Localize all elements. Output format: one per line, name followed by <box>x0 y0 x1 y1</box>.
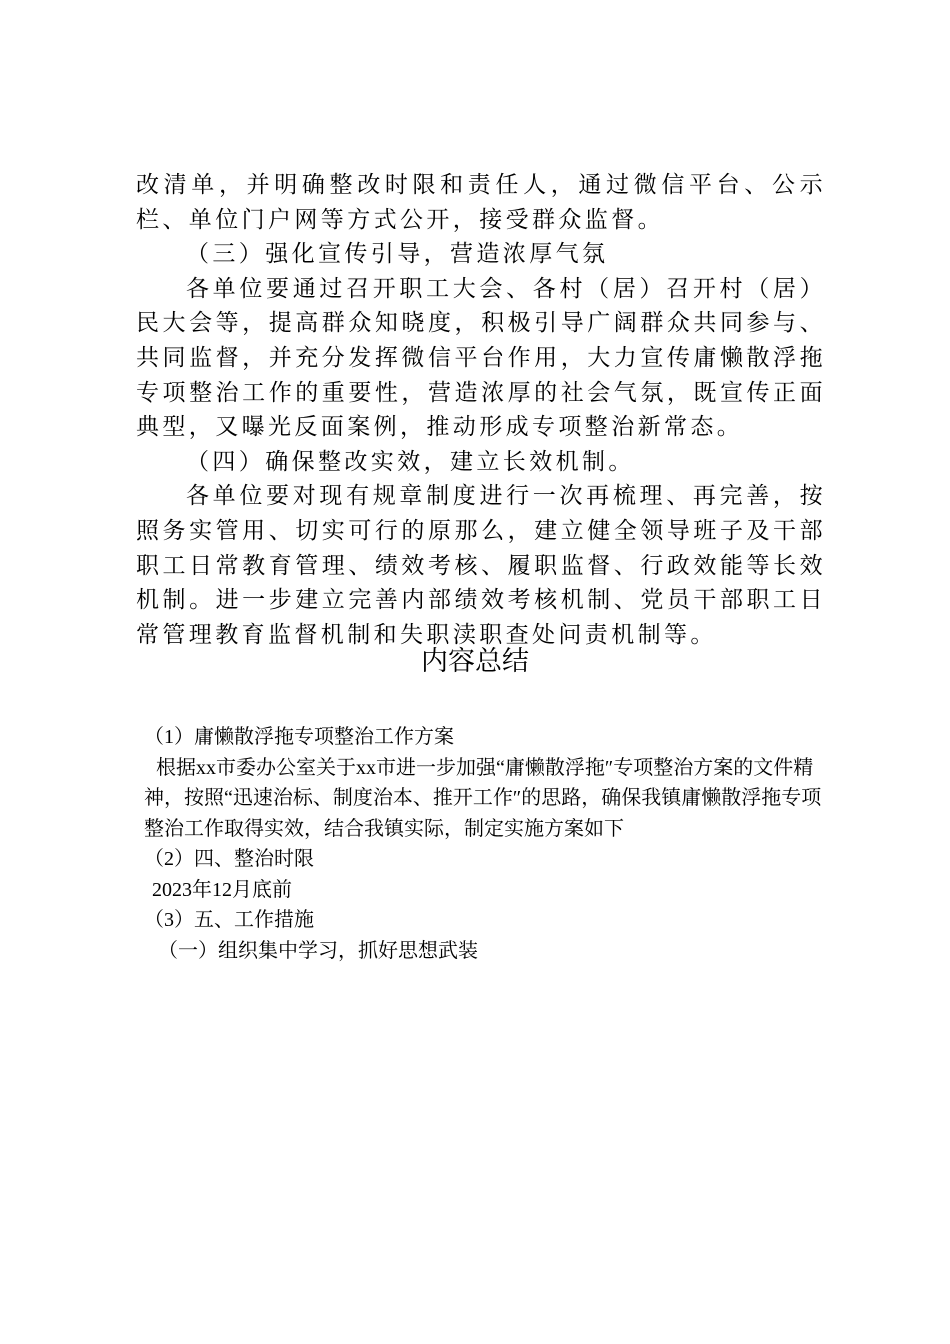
summary-item-1-body: 根据xx市委办公室关于xx市进一步加强“庸懒散浮拖″专项整治方案的文件精神，按照“迅速治标、制度治本、推开工作″的思路，确保我镇庸懒散浮拖专项整治工作取得实效，结合我镇实际，制定实施方案如下 <box>144 756 822 840</box>
paragraph-rectification-list: 改清单，并明确整改时限和责任人，通过微信平台、公示栏、单位门户网等方式公开，接受群众监督。 <box>136 172 826 233</box>
summary-item-2: （2）四、整治时限 <box>144 848 314 870</box>
summary-item-3-body: （一）组织集中学习，抓好思想武装 <box>158 939 478 962</box>
summary-title: 内容总结 <box>421 646 529 676</box>
summary-item-3: （3）五、工作措施 <box>144 909 314 931</box>
summary-section <box>136 722 836 966</box>
paragraph-long-term-mechanism: 各单位要对现有规章制度进行一次再梳理、再完善，按照务实管用、切实可行的原那么，建立健全领导班子及干部职工日常教育管理、绩效考核、履职监督、行政效能等长效机制。进一步建立完善内部绩效考核机制、党员干部职工日常管理教育监督机制和失职渎职查处问责机制等。 <box>136 483 826 648</box>
heading-long-term-mechanism: （四）确保整改实效，建立长效机制。 <box>186 448 635 475</box>
heading-publicity: （三）强化宣传引导，营造浓厚气氛 <box>186 241 609 268</box>
summary-item-2-body: 2023年12月底前 <box>152 878 292 901</box>
document-body <box>136 168 826 652</box>
paragraph-publicity: 各单位要通过召开职工大会、各村（居）召开村（居）民大会等，提高群众知晓度，积极引导广阔群众共同参与、共同监督，并充分发挥微信平台作用，大力宣传庸懒散浮拖专项整治工作的重要性，营造浓厚的社会气氛，既宣传正面典型，又曝光反面案例，推动形成专项整治新常态。 <box>136 275 826 441</box>
summary-item-1: （1）庸懒散浮拖专项整治工作方案 <box>144 726 454 748</box>
